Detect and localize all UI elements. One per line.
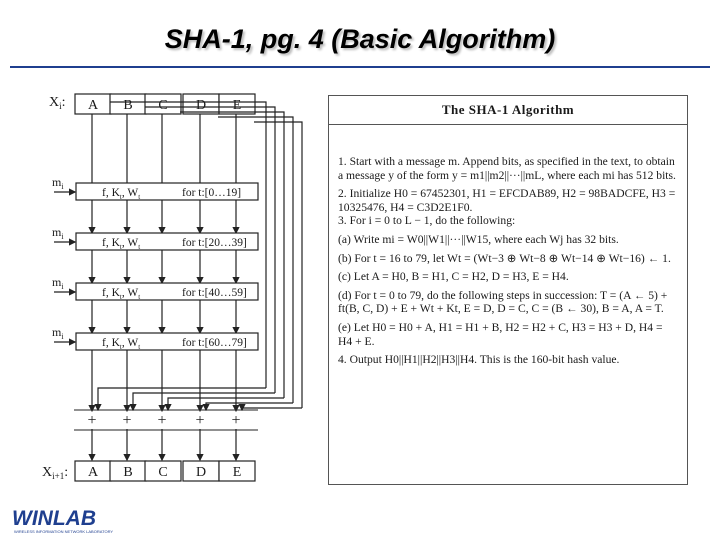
adder-symbol: + [122, 412, 132, 429]
step-3a: (a) Write mi = W0||W1||···||W15, where each Wj has 32 bits. [338, 232, 619, 246]
round-stage [52, 325, 258, 351]
round-stage [52, 225, 258, 251]
input-label: $X_i$: [49, 95, 66, 111]
algorithm-steps [329, 125, 687, 367]
step-3c: (c) Let A = H0, B = H1, C = H2, D = H3, E = H4. [338, 270, 569, 284]
feedforward-line [98, 388, 266, 410]
sha1-block-diagram [40, 88, 325, 488]
round-stage [52, 175, 258, 201]
round-blocks [52, 175, 258, 351]
input-registers [75, 94, 255, 114]
output-register-label: E [232, 465, 242, 480]
step-2: 2. Initialize H0 = 67452301, H1 = EFCDAB89, H2 = 98BADCFE, H3 = 10325476, H4 = C3D2E1F0. [338, 187, 676, 214]
input-register-label: E [232, 98, 242, 113]
output-register-label: D [195, 465, 207, 480]
round-message-label: $m_i$ [52, 275, 64, 291]
adder-symbol: + [195, 412, 205, 429]
round-stage [52, 275, 258, 301]
step-4: 4. Output H0||H1||H2||H3||H4. This is the 160-bit hash value. [338, 353, 620, 367]
feedforward-line [180, 112, 284, 398]
sha1-algorithm-panel [328, 95, 688, 485]
data-flow-lines [92, 102, 302, 460]
logo-tagline: WIRELESS INFORMATION NETWORK LABORATORY [14, 529, 114, 534]
logo-text: WINLAB [12, 507, 96, 530]
winlab-logo [12, 508, 118, 536]
slide-title: SHA-1, pg. 4 (Basic Algorithm) [164, 24, 556, 54]
round-message-label: $m_i$ [52, 175, 64, 191]
adder-symbol: + [231, 412, 241, 429]
round-message-label: $m_i$ [52, 325, 64, 341]
round-function-label: f, $K_t$, $W_t$ [102, 287, 141, 301]
input-register-label: C [158, 98, 168, 113]
adder-symbol: + [157, 412, 167, 429]
round-function-label: f, $K_t$, $W_t$ [102, 187, 141, 201]
feedforward-line [254, 122, 302, 408]
title-divider [10, 66, 710, 68]
panel-heading: The SHA-1 Algorithm [329, 96, 687, 125]
round-range-label: for t:[0…19] [182, 187, 242, 199]
adder-symbol: + [87, 412, 97, 429]
output-register-label: B [123, 465, 133, 480]
round-message-label: $m_i$ [52, 225, 64, 241]
adder-row [74, 410, 258, 430]
input-register-label: A [87, 98, 99, 113]
feedforward-line [218, 117, 293, 403]
round-range-label: for t:[60…79] [182, 337, 247, 349]
step-3d: (d) For t = 0 to 79, do the following steps in succession: T = (A ← 5) + ft(B, C, D) + E + Wt + Kt, E = D, D = C, C = (B ← 30), B = A, A = T. [338, 288, 668, 316]
step-3: 3. For i = 0 to L − 1, do the following: [338, 214, 516, 228]
output-register-label: A [87, 465, 99, 480]
input-register-label: B [123, 98, 133, 113]
step-3e: (e) Let H0 = H0 + A, H1 = H1 + B, H2 = H2 + C, H3 = H3 + D, H4 = H4 + E. [338, 320, 663, 348]
step-1: 1. Start with a message m. Append bits, as specified in the text, to obtain a message y of the form y = m1||m2||···||mL, where each mi has 512 bits. [338, 155, 676, 182]
output-label: $X_{i+1}$: [42, 465, 69, 481]
feedforward-line [206, 403, 293, 410]
input-register-label: D [195, 98, 207, 113]
output-registers [75, 461, 255, 481]
output-register-label: C [158, 465, 168, 480]
round-range-label: for t:[20…39] [182, 237, 247, 249]
round-function-label: f, $K_t$, $W_t$ [102, 337, 141, 351]
round-range-label: for t:[40…59] [182, 287, 247, 299]
round-function-label: f, $K_t$, $W_t$ [102, 237, 141, 251]
step-3b: (b) For t = 16 to 79, let Wt = (Wt−3 ⊕ Wt−8 ⊕ Wt−14 ⊕ Wt−16) ← 1. [338, 251, 671, 265]
